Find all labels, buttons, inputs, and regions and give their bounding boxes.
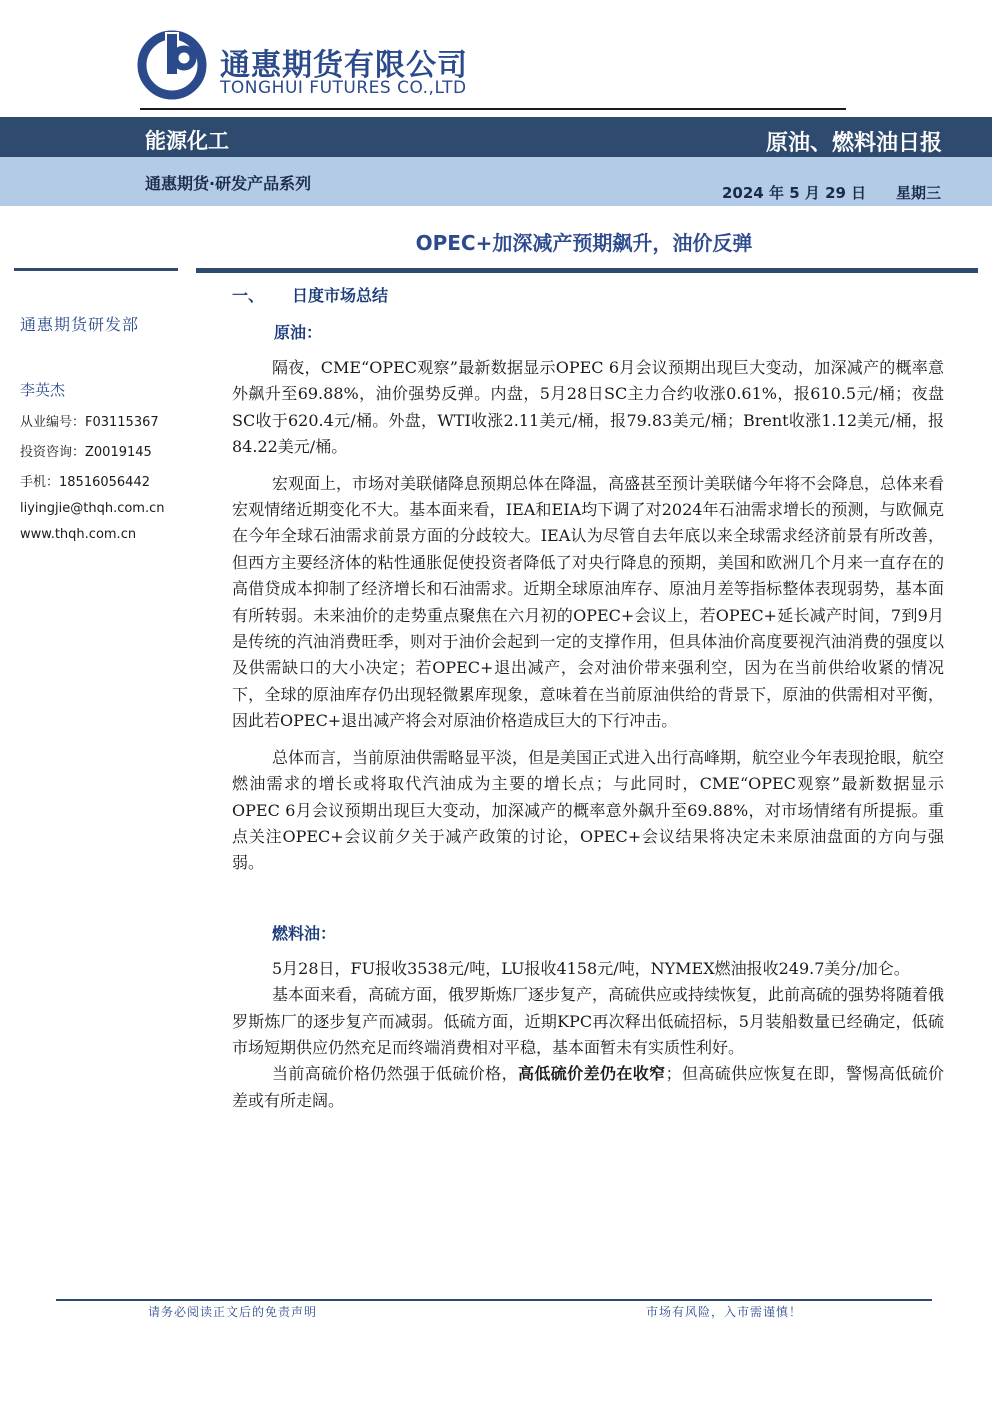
content-divider [196, 268, 978, 273]
sidebar-divider [14, 268, 178, 271]
fuel-p3-start: 当前高硫价格仍然强于低硫价格， [272, 1064, 518, 1084]
company-name-en: TONGHUI FUTURES CO.,LTD [220, 78, 467, 98]
advisory-number: 投资咨询：Z0019145 [20, 445, 152, 460]
series-band [0, 157, 992, 206]
fuel-paragraph-3 [232, 1061, 944, 1114]
license-number: 从业编号：F03115367 [20, 415, 159, 430]
crude-paragraph-2: 宏观面上，市场对美联储降息预期总体在降温，高盛甚至预计美联储今年将不会降息，总体来看宏观情绪近期变化不大。基本面来看，IEA和EIA均下调了对2024年石油需求增长的预测，与欧佩克在今年全球石油需求前景方面的分歧较大。IEA认为尽管自去年底以来全球需求经济前景有所改善，但西方主要经济体的粘性通胀促使投资者降低了对央行降息的预期，美国和欧洲几个月来一直存在的高借贷成本抑制了经济增长和石油需求。近期全球原油库存、原油月差等指标整体表现弱势，基本面有所转弱。未来油价的走势重点聚焦在六月初的OPEC+会议上，若OPEC+延长减产时间，7到9月是传统的汽油消费旺季，则对于油价会起到一定的支撑作用，但具体油价高度要视汽油消费的强度以及供需缺口的大小决定；若OPEC+退出减产，会对油价带来强利空，因为在当前供给收紧的情况下，全球的原油库存仍出现轻微累库现象，意味着在当前原油供给的背景下，原油的供需相对平衡，因此若OPEC+退出减产将会对原油价格造成巨大的下行冲击。 [232, 473, 945, 731]
section-number: 一、 [232, 286, 265, 305]
phone-number: 手机：18516056442 [20, 475, 150, 490]
analyst-name: 李英杰 [20, 381, 66, 399]
fuel-p3-emphasis: 高低硫价差仍在收窄 [517, 1064, 666, 1084]
report-date: 2024 年 5 月 29 日 [722, 184, 867, 202]
fuel-paragraph-1: 5月28日，FU报收3538元/吨，LU报收4158元/吨，NYMEX燃油报收249.7美分/加仑。 [272, 958, 910, 978]
series-label: 通惠期货·研发产品系列 [145, 174, 312, 193]
fuel-paragraph-2: 基本面来看，高硫方面，俄罗斯炼厂逐步复产，高硫供应或持续恢复，此前高硫的强势将随着俄罗斯炼厂的逐步复产而减弱。低硫方面，近期KPC再次释出低硫招标，5月装船数量已经确定，低硫市场短期供应仍然充足而终端消费相对平稳，基本面暂未有实质性利好。 [232, 985, 945, 1057]
sector-label: 能源化工 [145, 129, 229, 153]
email-link[interactable]: liyingjie@thqh.com.cn [20, 501, 165, 516]
crude-paragraph-1: 隔夜，CME“OPEC观察”最新数据显示OPEC 6月会议预期出现巨大变动，加深减产的概率意外飙升至69.88%，油价强势反弹。内盘，5月28日SC主力合约收涨0.61%，报610.5元/桶；夜盘SC收于620.4元/桶。外盘，WTI收涨2.11美元/桶，报79.83美元/桶；Brent收涨1.12美元/桶，报84.22美元/桶。 [232, 358, 944, 457]
section-heading [232, 283, 944, 306]
crude-heading: 原油： [274, 323, 323, 342]
title-band [0, 117, 992, 157]
risk-notice: 市场有风险，入市需谨慎！ [646, 1305, 803, 1319]
page-title: OPEC+加深减产预期飙升，油价反弹 [415, 231, 753, 255]
header-divider [140, 108, 846, 110]
report-name: 原油、燃料油日报 [765, 131, 942, 156]
report-weekday: 星期三 [896, 184, 942, 202]
crude-paragraph-3: 总体而言，当前原油供需略显平淡，但是美国正式进入出行高峰期，航空业今年表现抢眼，航空燃油需求的增长或将取代汽油成为主要的增长点；与此同时，CME“OPEC观察”最新数据显示OPEC 6月会议预期出现巨大变动，加深减产的概率意外飙升至69.88%，对市场情绪有所提振。重点关注OPEC+会议前夕关于减产政策的讨论，OPEC+会议结果将决定未来原油盘面的方向与强弱。 [232, 747, 945, 873]
fuel-p3-end: ；但高硫供应恢复在即，警惕高低硫价差或有所走阔。 [232, 1064, 944, 1110]
disclaimer-notice: 请务必阅读正文后的免责声明 [148, 1305, 318, 1319]
company-logo-icon [137, 30, 207, 100]
sidebar [20, 312, 190, 542]
fuel-oil-heading: 燃料油： [272, 923, 337, 943]
department-name: 通惠期货研发部 [20, 315, 140, 334]
main-content [232, 283, 944, 1114]
footer-divider [56, 1299, 932, 1301]
website-link[interactable]: www.thqh.com.cn [20, 527, 137, 542]
section-title: 日度市场总结 [292, 286, 389, 305]
company-name-cn: 通惠期货有限公司 [220, 48, 468, 83]
